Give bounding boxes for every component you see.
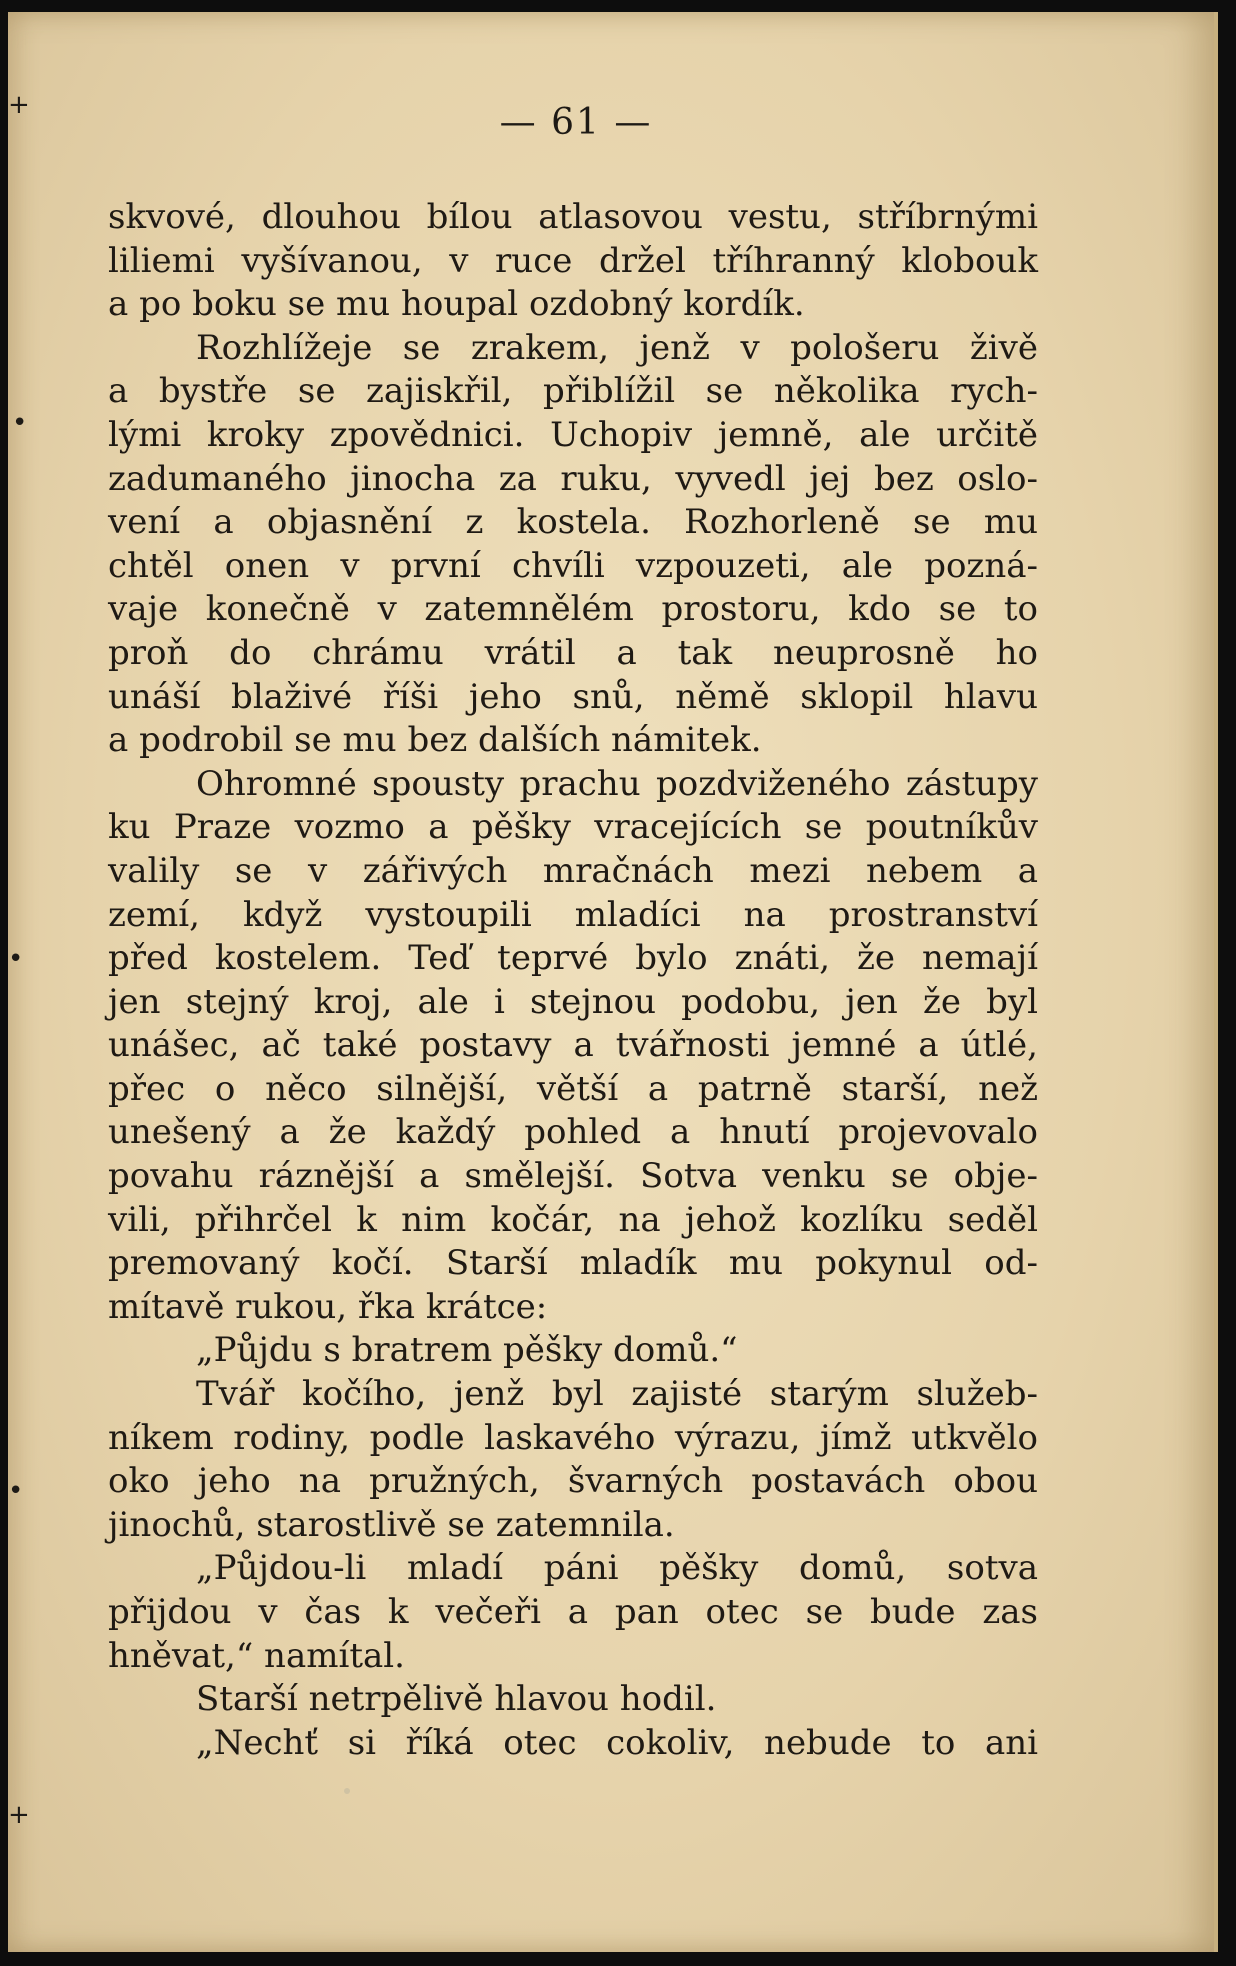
text-line: proň do chrámu vrátil a tak neuprosně ho [108, 632, 1038, 673]
text-line: „Nechť si říká otec cokoliv, nebude to ani [196, 1722, 1038, 1763]
text-line: povahu ráznější a smělejší. Sotva venku se obje- [108, 1156, 1038, 1197]
text-line: přijdou v čas k večeři a pan otec se bude zas [108, 1592, 1038, 1632]
text-line: ku Praze vozmo a pěšky vracejících se poutníkův [108, 807, 1038, 848]
page-number: — 61 — [499, 102, 653, 143]
text-line: vení a objasnění z kostela. Rozhorleně se mu [108, 502, 1038, 543]
text-line: oko jeho na pružných, švarných postavách obou [108, 1461, 1038, 1502]
text-line: vili, přihrčel k nim kočár, na jehož kozlíku seděl [108, 1199, 1038, 1240]
text-line: Ohromné spousty prachu pozdviženého zástupy [196, 763, 1038, 804]
margin-mark: + [8, 90, 30, 120]
text-line: hněvat,“ namítal. [108, 1635, 405, 1676]
margin-mark: + [8, 1800, 30, 1830]
text-line: a bystře se zajiskřil, přiblížil se několika rych- [108, 371, 1038, 412]
text-line: liliemi vyšívanou, v ruce držel tříhranný klobouk [108, 240, 1038, 281]
text-line: jinochů, starostlivě se zatemnila. [108, 1504, 675, 1545]
text-line: a podrobil se mu bez dalších námitek. [108, 720, 762, 761]
text-line: zemí, když vystoupili mladíci na prostranství [108, 894, 1038, 935]
book-page [8, 12, 1218, 1952]
text-line: chtěl onen v první chvíli vzpouzeti, ale pozná- [108, 545, 1038, 586]
text-line: a po boku se mu houpal ozdobný kordík. [108, 284, 805, 325]
text-line: níkem rodiny, podle laskavého výrazu, jímž utkvělo [108, 1417, 1038, 1458]
margin-mark: • [8, 1476, 24, 1506]
text-line: unešený a že každý pohled a hnutí projevovalo [108, 1112, 1038, 1153]
body-text [108, 196, 1038, 1765]
text-line: vaje konečně v zatemnělém prostoru, kdo se to [108, 589, 1038, 630]
text-line: „Půjdou-li mladí páni pěšky domů, sotva [196, 1548, 1038, 1589]
text-line: „Půjdu s bratrem pěšky domů.“ [196, 1330, 738, 1371]
text-line: jen stejný kroj, ale i stejnou podobu, jen že byl [108, 981, 1038, 1022]
margin-mark: • [8, 944, 24, 974]
text-line: unášec, ač také postavy a tvářnosti jemné a útlé, [108, 1025, 1038, 1066]
text-line: před kostelem. Teď teprvé bylo znáti, že nemají [108, 938, 1038, 979]
text-line: Rozhlížeje se zrakem, jenž v pološeru živě [196, 327, 1038, 368]
paper-speck [344, 1788, 350, 1794]
text-line: skvové, dlouhou bílou atlasovou vestu, stříbrnými [108, 197, 1038, 237]
text-line: valily se v zářivých mračnách mezi nebem a [108, 850, 1038, 891]
text-line: Tvář kočího, jenž byl zajisté starým služeb- [196, 1374, 1038, 1415]
margin-mark: • [12, 408, 28, 438]
text-line: Starší netrpělivě hlavou hodil. [196, 1679, 717, 1720]
text-line: mítavě rukou, řka krátce: [108, 1286, 548, 1327]
text-line: lými kroky zpovědnici. Uchopiv jemně, ale určitě [108, 414, 1038, 455]
text-line: zadumaného jinocha za ruku, vyvedl jej bez oslo- [108, 458, 1038, 499]
text-line: unáší blaživé říši jeho snů, němě sklopil hlavu [108, 676, 1038, 717]
text-line: přec o něco silnější, větší a patrně starší, než [108, 1068, 1038, 1109]
text-line: premovaný kočí. Starší mladík mu pokynul od- [108, 1243, 1038, 1284]
